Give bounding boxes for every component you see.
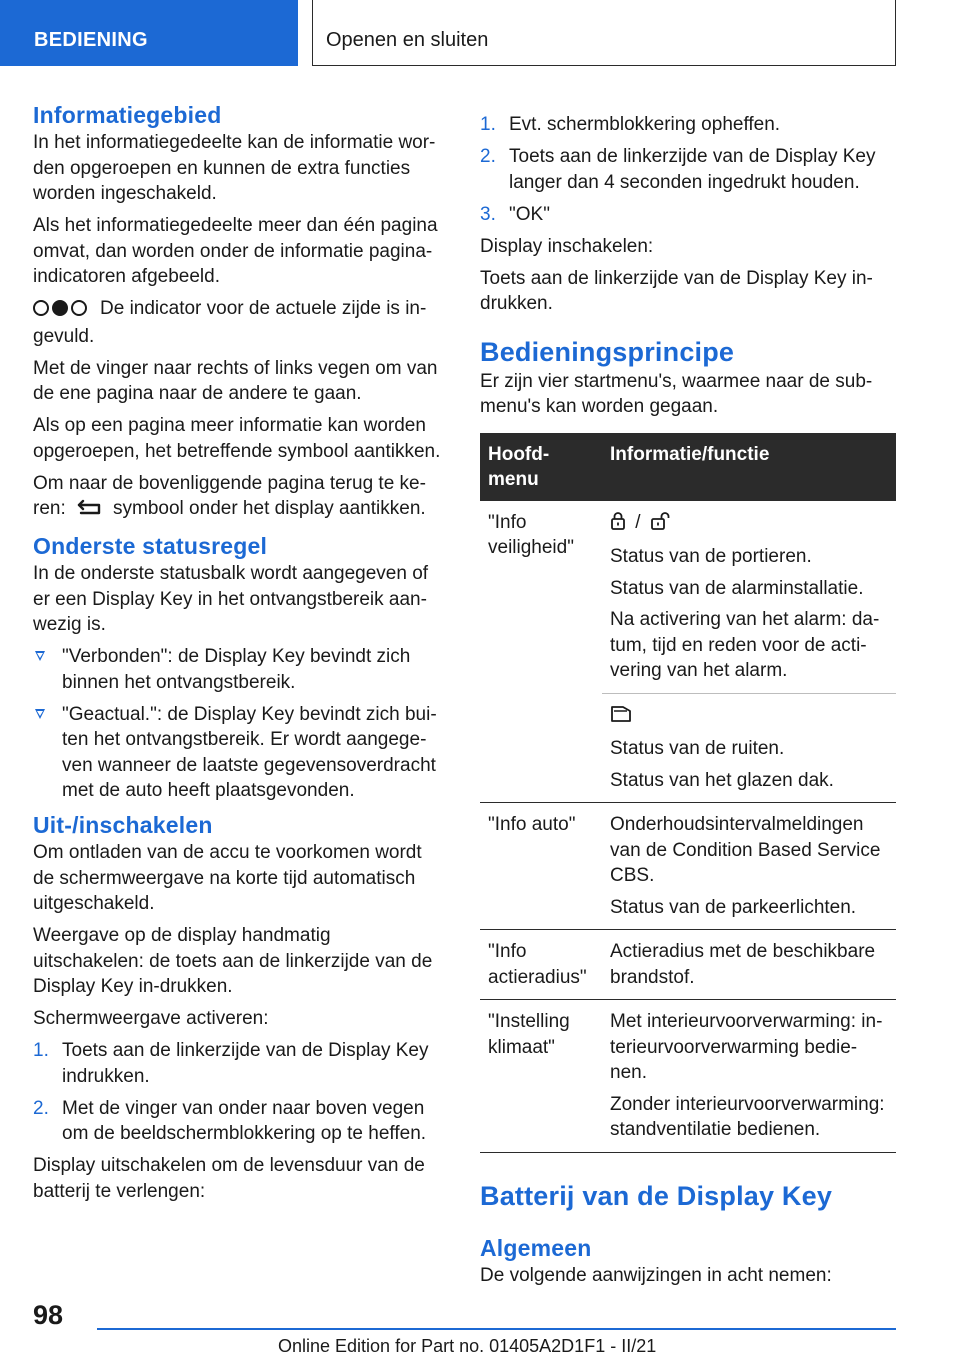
paragraph: Toets aan de linkerzijde van de Display Key in-drukken. bbox=[480, 267, 873, 314]
chapter-tab bbox=[312, 0, 896, 66]
paragraph-back: Om naar de bovenliggende pagina terug te ke-ren: symbool onder het display aantikken. bbox=[33, 471, 445, 525]
section-label: BEDIENING bbox=[34, 29, 148, 51]
paragraph-page-indicator: De indicator voor de actuele zijde is in-gevuld. bbox=[33, 298, 427, 347]
paragraph: De volgende aanwijzingen in acht nemen: bbox=[480, 1264, 832, 1286]
paragraph: Display uitschakelen om de levensduur van de batterij te verlengen: bbox=[33, 1155, 425, 1202]
right-column bbox=[480, 112, 896, 1295]
paragraph: In het informatiegedeelte kan de informatie wor-den opgeroepen en kunnen de extra functies worden ingeschakeld. bbox=[33, 132, 436, 204]
left-column bbox=[33, 100, 445, 1211]
table-row bbox=[480, 1000, 896, 1153]
paragraph: Als het informatiegedeelte meer dan één pagina omvat, dan worden onder de informatie pagina-indicatoren afgebeeld. bbox=[33, 215, 438, 287]
paragraph: Er zijn vier startmenu's, waarmee naar de sub-menu's kan worden gegaan. bbox=[480, 370, 873, 417]
lock-closed-icon bbox=[610, 511, 626, 539]
table-cell: Met interieurvoorverwarming: in-terieurvoorverwarming bedie-nen. Zonder interieurvoorverwarming: standventilatie bedienen. bbox=[602, 1000, 896, 1153]
car-window-icon bbox=[610, 705, 632, 731]
list-item: 1. Toets aan de linkerzijde van de Display Key indrukken. bbox=[33, 1040, 429, 1087]
paragraph: Als op een pagina meer informatie kan worden opgeroepen, het betreffende symbool aantikken. bbox=[33, 415, 441, 462]
heading-uit-inschakelen: Uit-/inschakelen bbox=[33, 812, 213, 838]
table-cell: "Info actieradius" bbox=[480, 930, 602, 1000]
paragraph: Display inschakelen: bbox=[480, 235, 654, 257]
chapter-label: Openen en sluiten bbox=[326, 29, 489, 51]
paragraph: Om ontladen van de accu te voorkomen wordt de schermweergave na korte tijd automatisch uitgeschakeld. bbox=[33, 842, 422, 914]
footer-divider bbox=[97, 1328, 896, 1330]
table-row bbox=[480, 930, 896, 1000]
table-cell: "Instelling klimaat" bbox=[480, 1000, 602, 1153]
paragraph: Met de vinger naar rechts of links vegen om van de ene pagina naar de andere te gaan. bbox=[33, 357, 438, 404]
menu-table bbox=[480, 433, 896, 1153]
heading-batterij: Batterij van de Display Key bbox=[480, 1180, 833, 1211]
page-indicator-dots-icon bbox=[33, 298, 90, 324]
paragraph: Weergave op de display handmatig uitschakelen: de toets aan de linkerzijde van de Display Key in-drukken. bbox=[33, 925, 433, 997]
heading-statusregel: Onderste statusregel bbox=[33, 533, 268, 559]
list-item: "Verbonden": de Display Key bevindt zich binnen het ontvangstbereik. bbox=[33, 644, 445, 695]
heading-bedieningsprincipe: Bedieningsprincipe bbox=[480, 336, 735, 367]
table-cell: "Info veiligheid" bbox=[480, 501, 602, 803]
table-row bbox=[480, 501, 896, 694]
bullet-triangle-icon bbox=[35, 709, 45, 719]
table-cell: "Info auto" bbox=[480, 803, 602, 930]
paragraph: In de onderste statusbalk wordt aangegeven of er een Display Key in het ontvangstbereik aan-wezig is. bbox=[33, 563, 429, 635]
table-row bbox=[480, 803, 896, 930]
table-header-row bbox=[480, 433, 896, 501]
list-item: 1. Evt. schermblokkering opheffen. bbox=[480, 114, 781, 135]
list-item: 2. Toets aan de linkerzijde van de Display Key langer dan 4 seconden ingedrukt houden. bbox=[480, 146, 876, 193]
back-arrow-icon bbox=[77, 499, 103, 525]
lock-open-icon bbox=[650, 511, 676, 539]
section-tab bbox=[0, 0, 298, 66]
heading-algemeen: Algemeen bbox=[480, 1234, 592, 1261]
page-number: 98 bbox=[33, 1300, 64, 1330]
table-cell: / Status van de portieren. Status van de alarminstallatie. Na activering van het alarm: da-tum, tijd en reden voor de acti-vering van het alarm. bbox=[602, 501, 896, 694]
list-item: 2. Met de vinger van onder naar boven vegen om de beeldschermblokkering op te heffen. bbox=[33, 1097, 427, 1144]
table-cell: Actieradius met de beschikbare brandstof. bbox=[602, 930, 896, 1000]
table-cell: Onderhoudsintervalmeldingen van de Condition Based Service CBS. Status van de parkeerlichten. bbox=[602, 803, 896, 930]
table-header: Hoofd-menu bbox=[480, 433, 602, 501]
paragraph: Schermweergave activeren: bbox=[33, 1008, 269, 1029]
bullet-triangle-icon bbox=[35, 651, 45, 661]
page-header bbox=[0, 0, 960, 66]
list-item: 3. "OK" bbox=[480, 203, 550, 225]
table-header: Informatie/functie bbox=[602, 433, 896, 501]
heading-informatiegebied: Informatiegebied bbox=[33, 102, 222, 128]
table-cell: Status van de ruiten. Status van het glazen dak. bbox=[602, 693, 896, 803]
footer-edition: Online Edition for Part no. 01405A2D1F1 - II/21 bbox=[278, 1336, 657, 1356]
list-item: "Geactual.": de Display Key bevindt zich bui-ten het ontvangstbereik. Er wordt aangege-ven wanneer de laatste gegevensoverdracht met de auto heeft plaatsgevonden. bbox=[33, 702, 445, 804]
